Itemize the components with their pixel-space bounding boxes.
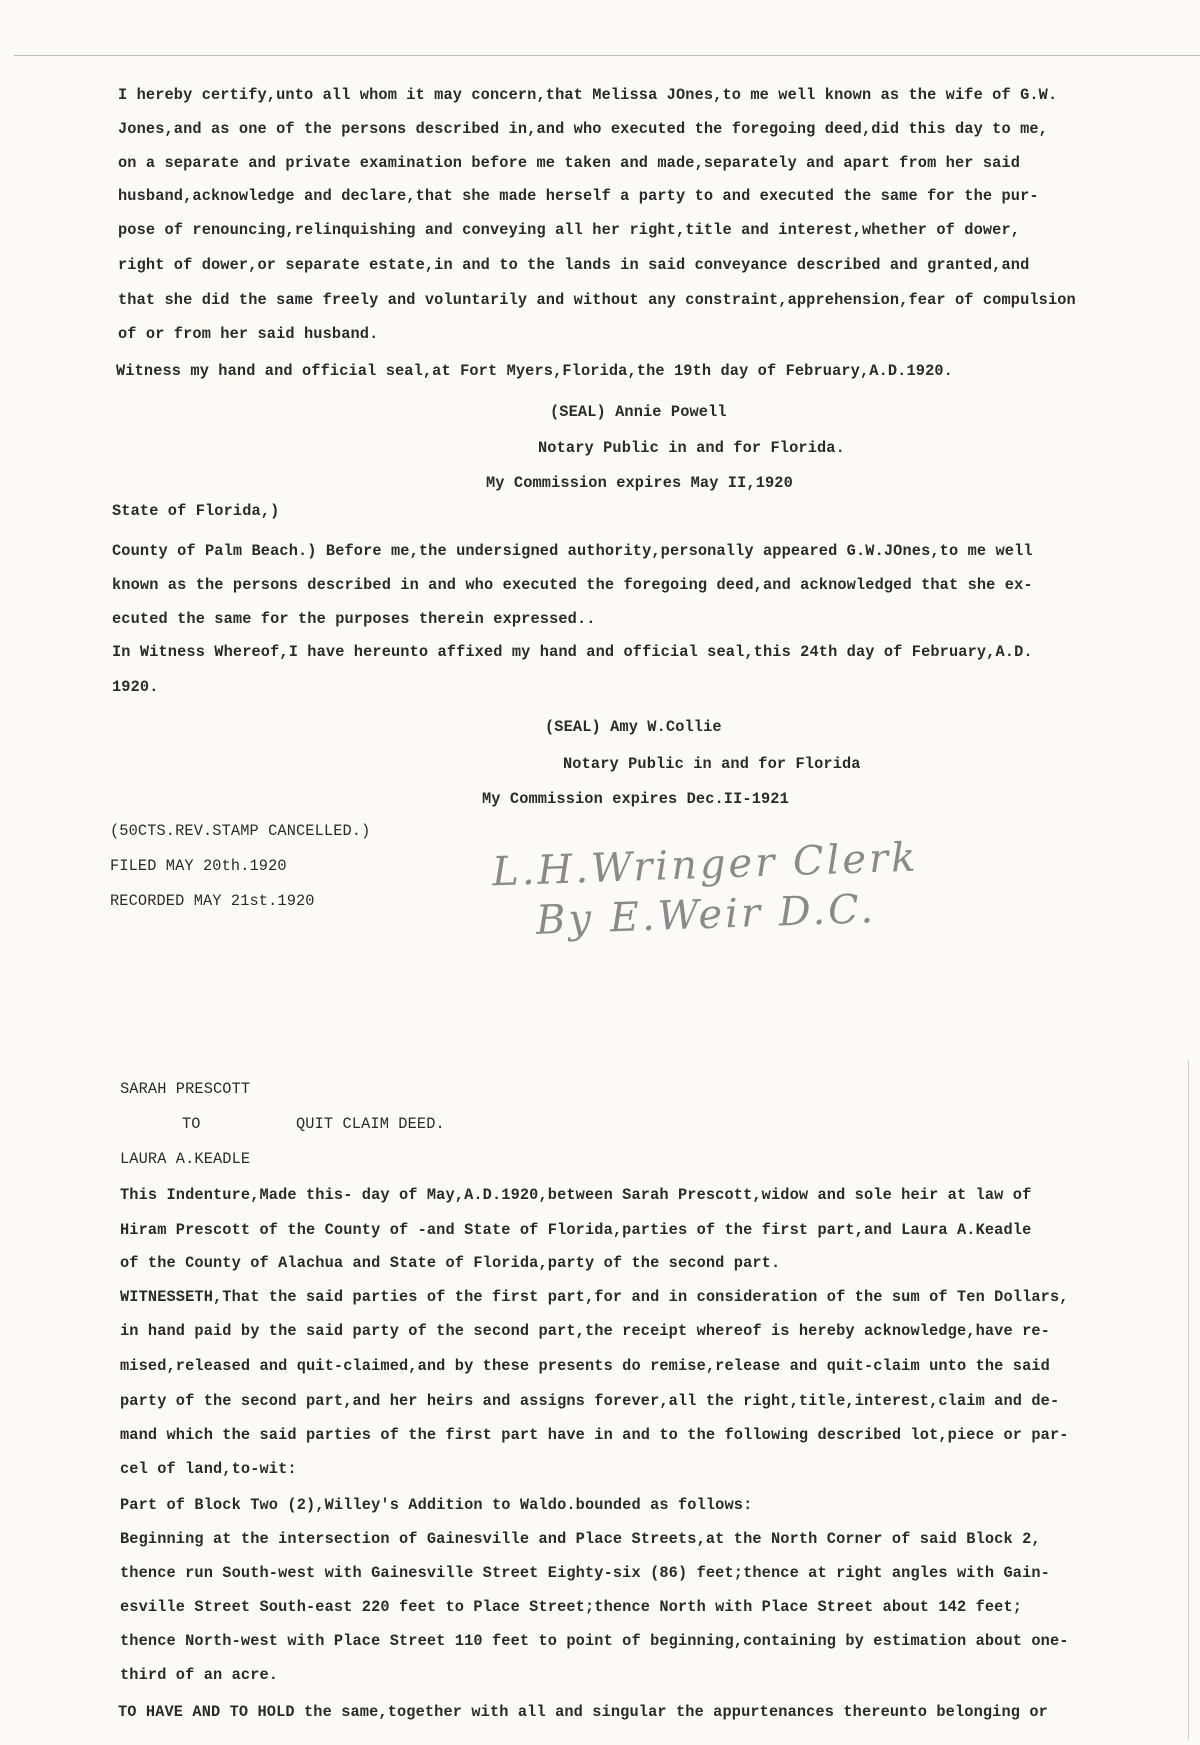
text-line: County of Palm Beach.) Before me,the undersigned authority,personally appeared G.W.JOnes,to me well [112, 542, 1033, 560]
text-line: Jones,and as one of the persons described in,and who executed the foregoing deed,did this day to me, [118, 120, 1048, 138]
text-line: of the County of Alachua and State of Florida,party of the second part. [120, 1254, 781, 1272]
text-line: mised,released and quit-claimed,and by these presents do remise,release and quit-claim unto the said [120, 1357, 1050, 1375]
deed-type: QUIT CLAIM DEED. [296, 1115, 445, 1133]
state-line: State of Florida,) [112, 502, 280, 520]
top-rule [14, 55, 1200, 56]
text-line: ecuted the same for the purposes therein expressed.. [112, 610, 596, 628]
text-line: pose of renouncing,relinquishing and conveying all her right,title and interest,whether of dower, [118, 221, 1021, 239]
text-line: that she did the same freely and voluntarily and without any constraint,apprehension,fear of compulsion [118, 291, 1076, 309]
text-line: of or from her said husband. [118, 325, 379, 343]
grantor-name: SARAH PRESCOTT [120, 1080, 251, 1098]
deputy-signature: By E.Weir D.C. [535, 886, 877, 944]
text-line: WITNESSETH,That the said parties of the first part,for and in consideration of the sum of Ten Dollars, [120, 1288, 1069, 1306]
notary-commission: My Commission expires May II,1920 [486, 474, 793, 492]
notary-title: Notary Public in and for Florida. [538, 439, 845, 457]
notary-seal-name: (SEAL) Annie Powell [550, 403, 727, 421]
text-line: third of an acre. [120, 1666, 279, 1684]
to-label: TO [182, 1115, 201, 1133]
text-line: Beginning at the intersection of Gainesville and Place Streets,at the North Corner of said Block 2, [120, 1530, 1041, 1548]
recorded-date: RECORDED MAY 21st.1920 [110, 892, 315, 910]
text-line: This Indenture,Made this- day of May,A.D.1920,between Sarah Prescott,widow and sole heir at law of [120, 1186, 1032, 1204]
text-line: on a separate and private examination before me taken and made,separately and apart from her said [118, 154, 1021, 172]
notary-title: Notary Public in and for Florida [563, 755, 861, 773]
revenue-stamp-note: (50CTS.REV.STAMP CANCELLED.) [110, 822, 371, 840]
text-line: cel of land,to-wit: [120, 1460, 297, 1478]
text-line: right of dower,or separate estate,in and to the lands in said conveyance described and granted,and [118, 256, 1030, 274]
text-line: husband,acknowledge and declare,that she made herself a party to and executed the same for the pur- [118, 187, 1039, 205]
text-line: esville Street South-east 220 feet to Place Street;thence North with Place Street about 142 feet; [120, 1598, 1023, 1616]
text-line: party of the second part,and her heirs and assigns forever,all the right,title,interest,claim and de- [120, 1392, 1060, 1410]
text-line: Witness my hand and official seal,at Fort Myers,Florida,the 19th day of February,A.D.1920. [116, 362, 953, 380]
page-edge [1188, 1060, 1189, 1740]
text-line: in hand paid by the said party of the second part,the receipt whereof is hereby acknowledge,have re- [120, 1322, 1050, 1340]
text-line: Hiram Prescott of the County of -and State of Florida,parties of the first part,and Laura A.Keadle [120, 1221, 1032, 1239]
filed-date: FILED MAY 20th.1920 [110, 857, 287, 875]
text-line: I hereby certify,unto all whom it may concern,that Melissa JOnes,to me well known as the wife of G.W. [118, 86, 1058, 104]
grantee-name: LAURA A.KEADLE [120, 1150, 251, 1168]
notary-commission: My Commission expires Dec.II-1921 [482, 790, 789, 808]
clerk-signature: L.H.Wringer Clerk [491, 834, 920, 896]
text-line: thence North-west with Place Street 110 feet to point of beginning,containing by estimation about one- [120, 1632, 1069, 1650]
notary-seal-name: (SEAL) Amy W.Collie [545, 718, 722, 736]
text-line: 1920. [112, 678, 159, 696]
text-line: known as the persons described in and who executed the foregoing deed,and acknowledged that she ex- [112, 576, 1033, 594]
text-line: TO HAVE AND TO HOLD the same,together with all and singular the appurtenances thereunto belonging or [118, 1703, 1048, 1721]
text-line: In Witness Whereof,I have hereunto affixed my hand and official seal,this 24th day of February,A.D. [112, 643, 1033, 661]
text-line: thence run South-west with Gainesville Street Eighty-six (86) feet;thence at right angles with Gain- [120, 1564, 1050, 1582]
text-line: Part of Block Two (2),Willey's Addition to Waldo.bounded as follows: [120, 1496, 753, 1514]
text-line: mand which the said parties of the first part have in and to the following described lot,piece or par- [120, 1426, 1069, 1444]
